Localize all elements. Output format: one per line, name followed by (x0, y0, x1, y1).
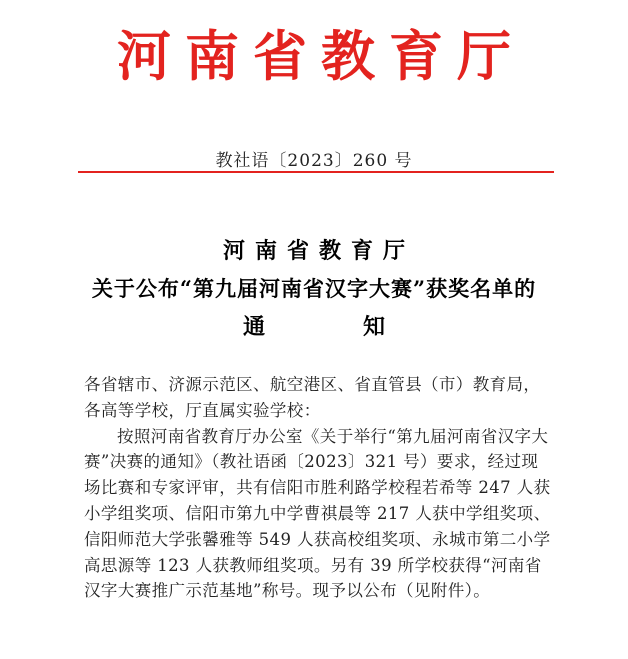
document-number: 教社语〔2023〕260 号 (215, 151, 413, 171)
salutation: 各省辖市、济源示范区、航空港区、省直管县（市）教育局，各高等学校，厅直属实验学校： (84, 375, 541, 420)
title-line-3-char-1: 通 (242, 314, 265, 340)
title-line-1: 河南省教育厅 (222, 238, 415, 264)
title-line-2: 关于公布“第九届河南省汉字大赛”获奖名单的 (91, 276, 537, 301)
red-divider-line (78, 171, 554, 173)
title-line-3-char-2: 知 (363, 314, 386, 340)
document-title (0, 232, 628, 346)
document-body (84, 372, 554, 604)
issuing-department-header: 河南省教育厅 (117, 25, 525, 88)
title-line-3 (0, 308, 628, 346)
body-paragraph: 按照河南省教育厅办公室《关于举行“第九届河南省汉字大赛”决赛的通知》（教社语函〔2023〕321 号）要求，经过现场比赛和专家评审，共有信阳市胜利路学校程若希等 247 人获小学组奖项、信阳市第九中学曹祺晨等 217 人获中学组奖项、信阳师范大学张馨雅等 549 人获高校组奖项、永城市第二小学高思源等 123 人获教师组奖项。另有 39 所学校获得“河南省汉字大赛推广示范基地”称号。现予以公布（见附件）。 (84, 426, 551, 601)
